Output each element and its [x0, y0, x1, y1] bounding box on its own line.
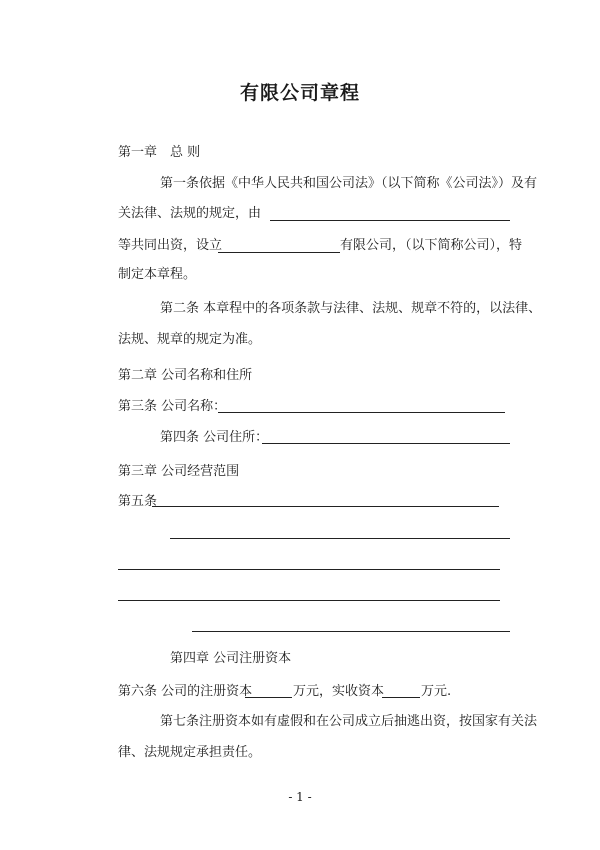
article-1-line-3b: 有限公司，（以下简称公司），特 [340, 238, 523, 253]
article-3-label: 第三条 公司名称： [118, 399, 227, 414]
article-5-label: 第五条 [118, 494, 158, 509]
article-7-line-2: 律、法规规定承担责任。 [118, 745, 262, 760]
article-6-part-2: 万元，实收资本 [293, 684, 385, 699]
business-scope-line-1[interactable] [152, 506, 499, 507]
business-scope-line-5[interactable] [192, 631, 510, 632]
company-address-field[interactable] [262, 443, 510, 444]
article-6-part-3: 万元. [421, 684, 452, 699]
article-1-line-2: 关法律、法规的规定，由 [118, 206, 262, 221]
article-1-line-4: 制定本章程。 [118, 267, 197, 282]
chapter-4-heading: 第四章 公司注册资本 [170, 651, 292, 666]
business-scope-line-2[interactable] [170, 538, 510, 539]
article-7-line-1: 第七条注册资本如有虚假和在公司成立后抽逃出资，按国家有关法 [160, 714, 538, 729]
article-1-line-1: 第一条依据《中华人民共和国公司法》（以下简称《公司法》）及有 [160, 176, 538, 191]
founders-blank[interactable] [270, 220, 510, 221]
company-name-field[interactable] [218, 412, 505, 413]
article-4-label: 第四条 公司住所： [160, 430, 269, 445]
article-1-line-3a: 等共同出资，设立 [118, 238, 223, 253]
page-number: - 1 - [288, 790, 312, 804]
chapter-1-heading: 第一章 总 则 [118, 145, 201, 160]
business-scope-line-3[interactable] [118, 569, 500, 570]
article-2-line-2: 法规、规章的规定为准。 [118, 332, 262, 347]
paid-in-capital-blank[interactable] [382, 697, 420, 698]
chapter-3-heading: 第三章 公司经营范围 [118, 464, 240, 479]
article-6-part-1: 第六条 公司的注册资本 [118, 684, 253, 699]
article-2-line-1: 第二条 本章程中的各项条款与法律、法规、规章不符的，以法律、 [160, 301, 542, 316]
registered-capital-blank[interactable] [245, 697, 292, 698]
business-scope-line-4[interactable] [118, 600, 500, 601]
company-name-blank[interactable] [218, 252, 340, 253]
chapter-2-heading: 第二章 公司名称和住所 [118, 368, 253, 383]
document-title: 有限公司章程 [239, 82, 360, 104]
